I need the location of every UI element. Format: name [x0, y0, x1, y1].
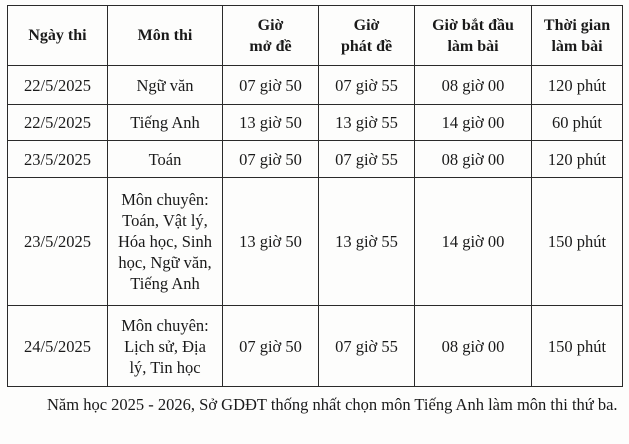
table-row [8, 178, 623, 306]
header-start-time: Giờ bắt đầu làm bài [415, 6, 532, 66]
table-row [8, 306, 623, 387]
cell-distribute-time: 07 giờ 55 [319, 306, 415, 387]
header-open-time: Giờ mở đề [223, 6, 319, 66]
header-duration: Thời gian làm bài [532, 6, 623, 66]
cell-duration: 150 phút [532, 306, 623, 387]
note-paragraph [9, 393, 621, 416]
cell-subject: Môn chuyên: Toán, Vật lý, Hóa học, Sinh học, Ngữ văn, Tiếng Anh [108, 178, 223, 306]
header-distribute-time: Giờ phát đề [319, 6, 415, 66]
cell-distribute-time: 13 giờ 55 [319, 105, 415, 141]
cell-duration: 120 phút [532, 66, 623, 105]
cell-exam-date: 24/5/2025 [8, 306, 108, 387]
cell-duration: 60 phút [532, 105, 623, 141]
cell-exam-date: 22/5/2025 [8, 105, 108, 141]
header-subject: Môn thi [108, 6, 223, 66]
cell-subject: Ngữ văn [108, 66, 223, 105]
cell-open-time: 07 giờ 50 [223, 141, 319, 178]
cell-subject: Tiếng Anh [108, 105, 223, 141]
cell-distribute-time: 13 giờ 55 [319, 178, 415, 306]
cell-open-time: 13 giờ 50 [223, 105, 319, 141]
cell-exam-date: 23/5/2025 [8, 141, 108, 178]
table-row [8, 141, 623, 178]
exam-schedule-table [7, 5, 623, 387]
cell-start-time: 14 giờ 00 [415, 105, 532, 141]
cell-open-time: 13 giờ 50 [223, 178, 319, 306]
cell-duration: 150 phút [532, 178, 623, 306]
cell-subject: Toán [108, 141, 223, 178]
cell-exam-date: 22/5/2025 [8, 66, 108, 105]
table-row [8, 105, 623, 141]
cell-open-time: 07 giờ 50 [223, 306, 319, 387]
cell-duration: 120 phút [532, 141, 623, 178]
cell-start-time: 08 giờ 00 [415, 66, 532, 105]
cell-subject: Môn chuyên: Lịch sử, Địa lý, Tin học [108, 306, 223, 387]
header-exam-date: Ngày thi [8, 6, 108, 66]
note-text: Năm học 2025 - 2026, Sở GDĐT thống nhất chọn môn Tiếng Anh làm môn thi thứ ba. [47, 395, 618, 414]
cell-start-time: 14 giờ 00 [415, 178, 532, 306]
cell-open-time: 07 giờ 50 [223, 66, 319, 105]
cell-distribute-time: 07 giờ 55 [319, 141, 415, 178]
cell-distribute-time: 07 giờ 55 [319, 66, 415, 105]
cell-exam-date: 23/5/2025 [8, 178, 108, 306]
cell-start-time: 08 giờ 00 [415, 141, 532, 178]
table-header-row [8, 6, 623, 66]
cell-start-time: 08 giờ 00 [415, 306, 532, 387]
table-row [8, 66, 623, 105]
